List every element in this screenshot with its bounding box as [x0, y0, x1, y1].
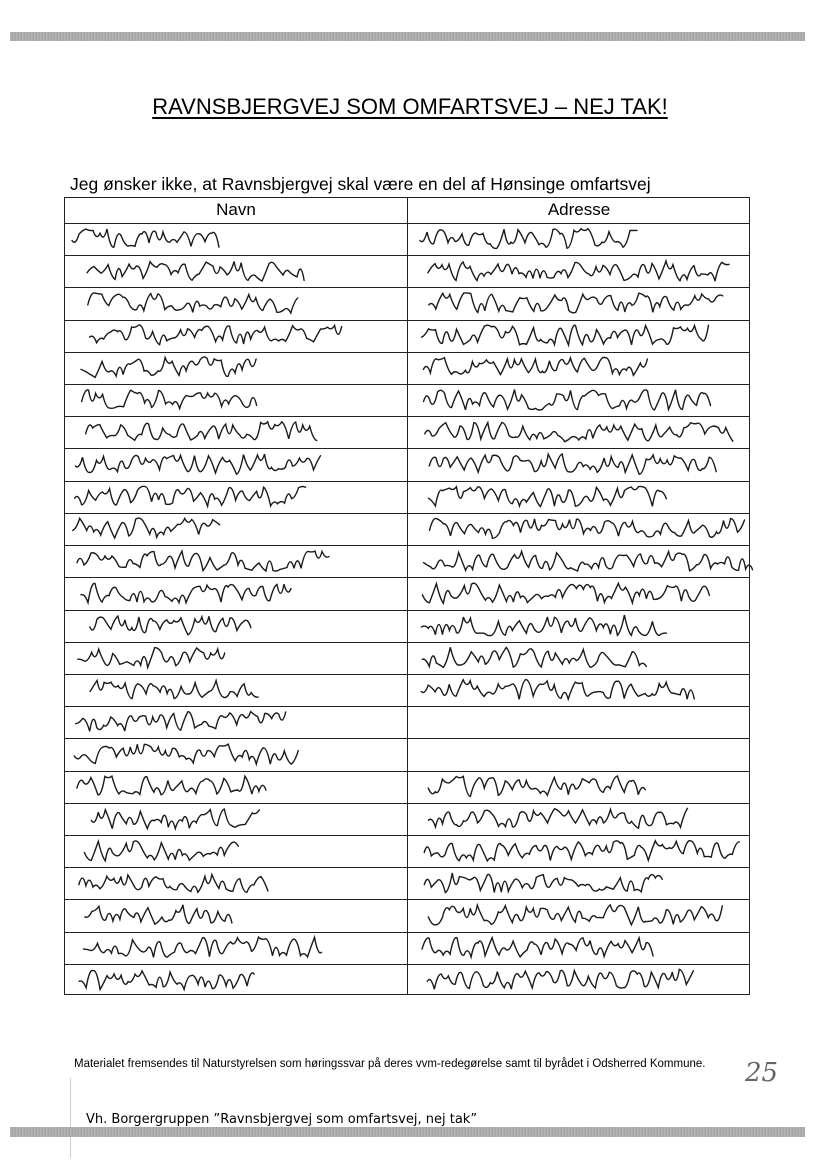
row-line: [65, 448, 749, 449]
header-address: Adresse: [547, 200, 611, 219]
signature-table: [64, 197, 750, 995]
row-line: [65, 706, 749, 707]
row-line: [65, 932, 749, 933]
row-line: [65, 674, 749, 675]
row-line: [65, 287, 749, 288]
scan-margin-line: [70, 1078, 71, 1158]
petition-title: RAVNSBJERGVEJ SOM OMFARTSVEJ – NEJ TAK!: [152, 94, 668, 119]
row-line: [65, 577, 749, 578]
row-line: [65, 610, 749, 611]
row-line: [65, 352, 749, 353]
footer-note: Materialet fremsendes til Naturstyrelsen som høringssvar på deres vvm-redegørelse samt til byrådet i Odsherred Kommune.: [74, 1058, 706, 1070]
row-line: [65, 899, 749, 900]
row-line: [65, 481, 749, 482]
row-line: [65, 964, 749, 965]
row-line: [65, 320, 749, 321]
row-line: [65, 223, 749, 224]
row-line: [65, 738, 749, 739]
column-divider: [407, 198, 408, 994]
row-line: [65, 384, 749, 385]
row-line: [65, 803, 749, 804]
row-line: [65, 642, 749, 643]
header-name: Navn: [216, 200, 256, 219]
petition-statement: Jeg ønsker ikke, at Ravnsbjergvej skal være en del af Hønsinge omfartsvej: [70, 174, 651, 194]
scan-border-top: [10, 32, 805, 41]
row-line: [65, 867, 749, 868]
row-line: [65, 771, 749, 772]
row-line: [65, 513, 749, 514]
row-line: [65, 545, 749, 546]
footer-signature: Vh. Borgergruppen ”Ravnsbjergvej som omfartsvej, nej tak”: [86, 1112, 478, 1127]
scan-border-bottom: [10, 1127, 805, 1137]
row-line: [65, 255, 749, 256]
row-line: [65, 416, 749, 417]
page-mark: 25: [745, 1058, 779, 1088]
row-line: [65, 835, 749, 836]
